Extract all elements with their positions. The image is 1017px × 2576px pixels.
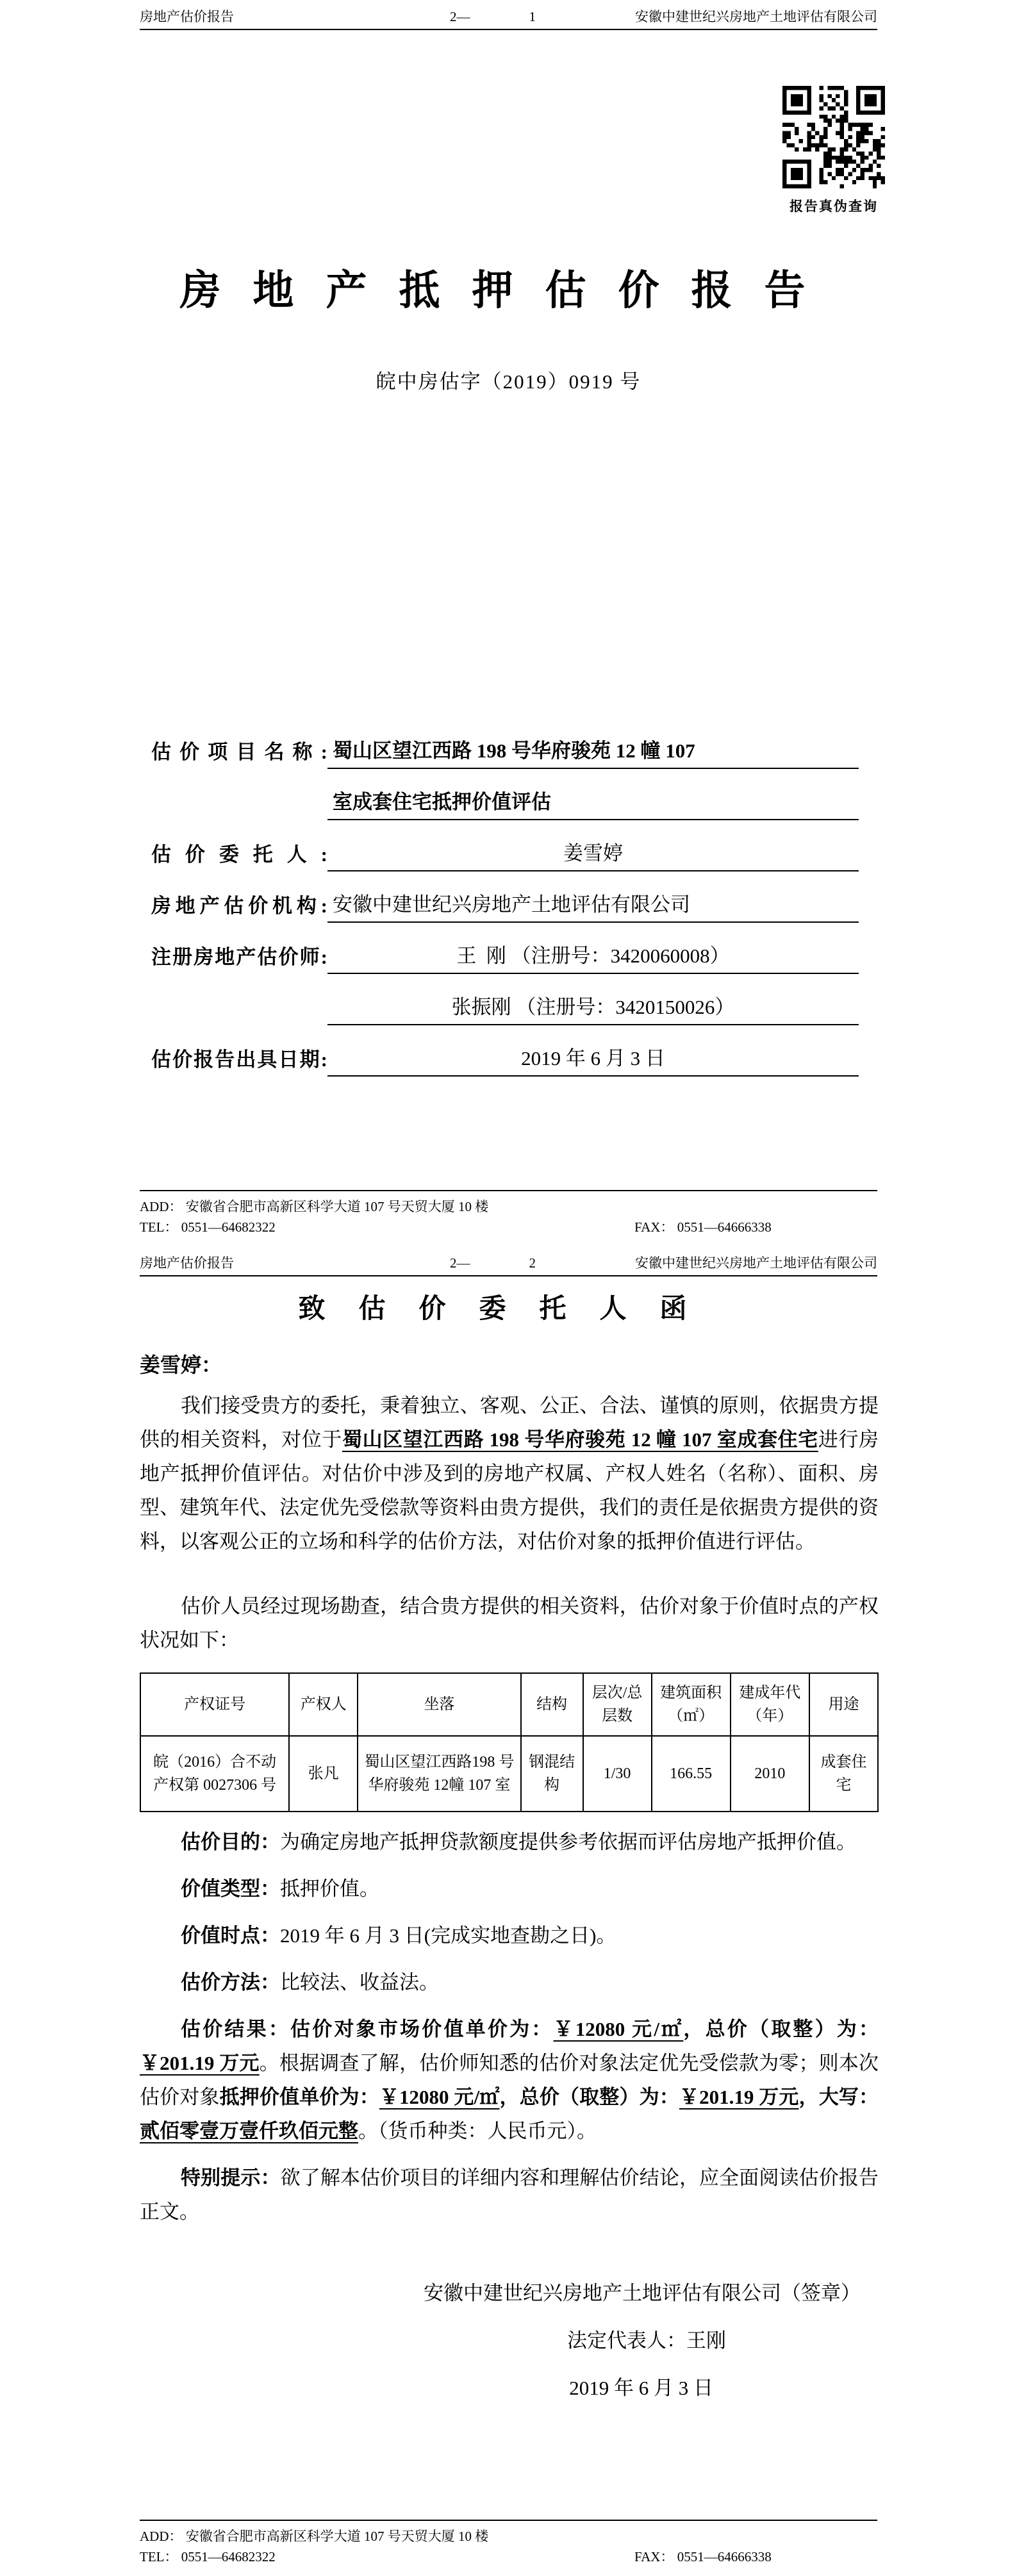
cell-use: 成套住宅 xyxy=(809,1736,878,1812)
cover-fields xyxy=(151,718,859,1077)
field-label-issue-date: 估价报告出具日期: xyxy=(151,1048,327,1071)
field-label-agency: 房地产估价机构: xyxy=(151,895,327,917)
qr-caption: 报告真伪查询 xyxy=(790,199,878,214)
table-row xyxy=(140,1736,878,1812)
page2-running-header xyxy=(140,1254,877,1276)
survey-paragraph: 估价人员经过现场勘查，结合贵方提供的相关资料，估价对象于价值时点的产权状况如下： xyxy=(140,1595,879,1651)
header-pager xyxy=(450,8,536,26)
header-page-number: 1 xyxy=(529,9,536,24)
field-value-client: 姜雪婷 xyxy=(327,837,859,871)
footer-tel-fax xyxy=(140,2547,877,2567)
signature-legal-rep: 法定代表人：王刚 xyxy=(567,2329,726,2352)
footer-address: ADD： 安徽省合肥市高新区科学大道 107 号天贸大厦 10 楼 xyxy=(140,1199,489,1214)
signature-date: 2019 年 6 月 3 日 xyxy=(569,2377,713,2399)
letter-page xyxy=(0,1246,1017,2576)
intro-paragraph: 我们接受贵方的委托，秉着独立、客观、公正、合法、谨慎的原则，依据贵方提供的相关资料，对位于蜀山区望江西路 198 号华府骏苑 12 幢 107 室成套住宅进行房地产抵押价值评估。对估价中涉及到的房地产权属、产权人姓名（名称）、面积、房型、建筑年代、法定优先受偿款等资料由贵方提供，我们的责任是依据贵方提供的资料，以客观公正的立场和科学的估价方法，对估价对象的抵押价值进行评估。 xyxy=(140,1394,879,1553)
header-doc-title: 房地产估价报告 xyxy=(140,1255,234,1271)
cell-cert-no: 皖（2016）合不动产权第 0027306 号 xyxy=(140,1736,289,1812)
qr-code-icon xyxy=(782,86,885,188)
cover-page xyxy=(0,0,1017,1246)
result-paragraph: 估价结果：估价对象市场价值单价为：￥12080 元/㎡，总价（取整）为：￥201.19 万元。根据调查了解，估价师知悉的估价对象法定优先受偿款为零；则本次估价对象抵押价值单价为：￥12080 元/㎡，总价（取整）为：￥201.19 万元，大写：贰佰零壹万壹仟玖佰元整。（货币种类：人民币元）。 xyxy=(140,2018,879,2142)
field-label-spacer xyxy=(151,816,327,820)
cell-structure: 钢混结构 xyxy=(521,1736,583,1812)
footer-fax: FAX： 0551—64666338 xyxy=(634,1219,772,1235)
field-value-appraiser-2: 张振刚 （注册号：3420150026） xyxy=(327,991,859,1025)
table-header-row xyxy=(140,1673,878,1736)
field-label-project: 估价项目名称: xyxy=(151,741,327,763)
qr-block xyxy=(782,86,885,215)
cell-owner: 张凡 xyxy=(289,1736,358,1812)
value-type-line: 价值类型：抵押价值。 xyxy=(181,1878,379,1900)
signature-block xyxy=(140,2270,879,2412)
footer-tel: TEL： 0551—64682322 xyxy=(140,1219,276,1235)
page1-running-footer xyxy=(140,1190,877,1237)
table-header-owner: 产权人 xyxy=(289,1673,358,1736)
cell-area: 166.55 xyxy=(652,1736,731,1812)
letter-content xyxy=(0,1246,1017,2412)
field-row-issue-date xyxy=(151,1025,859,1077)
method-line: 估价方法：比较法、收益法。 xyxy=(181,1971,439,1994)
field-row-project xyxy=(151,718,859,769)
cell-location: 蜀山区望江西路198 号华府骏苑 12幢 107 室 xyxy=(358,1736,520,1812)
header-pager xyxy=(450,1254,536,1272)
header-company: 安徽中建世纪兴房地产土地评估有限公司 xyxy=(635,9,877,24)
special-note-paragraph: 特别提示：欲了解本估价项目的详细内容和理解估价结论，应全面阅读估价报告正文。 xyxy=(140,2167,879,2223)
cell-floor: 1/30 xyxy=(583,1736,652,1812)
footer-address: ADD： 安徽省合肥市高新区科学大道 107 号天贸大厦 10 楼 xyxy=(140,2529,489,2544)
letter-title: 致估价委托人函 xyxy=(298,1294,720,1324)
table-header-structure: 结构 xyxy=(521,1673,583,1736)
page1-running-header xyxy=(140,8,877,30)
salutation: 姜雪婷： xyxy=(140,1353,222,1376)
header-pager-prefix: 2— xyxy=(450,1255,470,1271)
field-value-agency: 安徽中建世纪兴房地产土地评估有限公司 xyxy=(327,888,859,923)
header-pager-prefix: 2— xyxy=(450,9,470,24)
purpose-line: 估价目的：为确定房地产抵押贷款额度提供参考依据而评估房地产抵押价值。 xyxy=(181,1831,856,1853)
report-number: 皖中房估字（2019）0919 号 xyxy=(376,370,641,393)
table-header-location: 坐落 xyxy=(358,1673,520,1736)
table-header-floor: 层次/总层数 xyxy=(583,1673,652,1736)
page2-running-footer xyxy=(140,2520,877,2567)
report-main-title: 房地产抵押估价报告 xyxy=(179,268,838,313)
property-rights-table xyxy=(140,1672,879,1812)
signature-company: 安徽中建世纪兴房地产土地评估有限公司（签章） xyxy=(424,2282,861,2304)
footer-fax: FAX： 0551—64666338 xyxy=(634,2549,772,2564)
table-header-cert-no: 产权证号 xyxy=(140,1673,289,1736)
field-value-issue-date: 2019 年 6 月 3 日 xyxy=(327,1042,859,1077)
field-row-client xyxy=(151,820,859,871)
footer-tel-fax xyxy=(140,1217,877,1237)
field-row-appraiser-2 xyxy=(151,974,859,1025)
table-header-area: 建筑面积（㎡） xyxy=(652,1673,731,1736)
footer-tel: TEL： 0551—64682322 xyxy=(140,2549,276,2564)
field-row-appraiser-1 xyxy=(151,923,859,974)
header-doc-title: 房地产估价报告 xyxy=(140,9,234,24)
field-value-appraiser-1: 王 刚 （注册号：3420060008） xyxy=(327,939,859,974)
cell-year: 2010 xyxy=(731,1736,809,1812)
header-page-number: 2 xyxy=(529,1255,536,1271)
value-date-line: 价值时点：2019 年 6 月 3 日(完成实地查勘之日)。 xyxy=(181,1924,616,1947)
field-row-project-2 xyxy=(151,769,859,820)
table-header-use: 用途 xyxy=(809,1673,878,1736)
table-header-year: 建成年代（年） xyxy=(731,1673,809,1736)
field-label-appraiser: 注册房地产估价师: xyxy=(151,946,327,968)
field-label-spacer xyxy=(151,1021,327,1025)
field-label-client: 估价委托人: xyxy=(151,843,327,866)
field-row-agency xyxy=(151,871,859,923)
header-company: 安徽中建世纪兴房地产土地评估有限公司 xyxy=(635,1255,877,1271)
field-value-project-line1: 蜀山区望江西路 198 号华府骏苑 12 幢 107 xyxy=(327,734,859,769)
field-value-project-line2: 室成套住宅抵押价值评估 xyxy=(327,786,859,820)
